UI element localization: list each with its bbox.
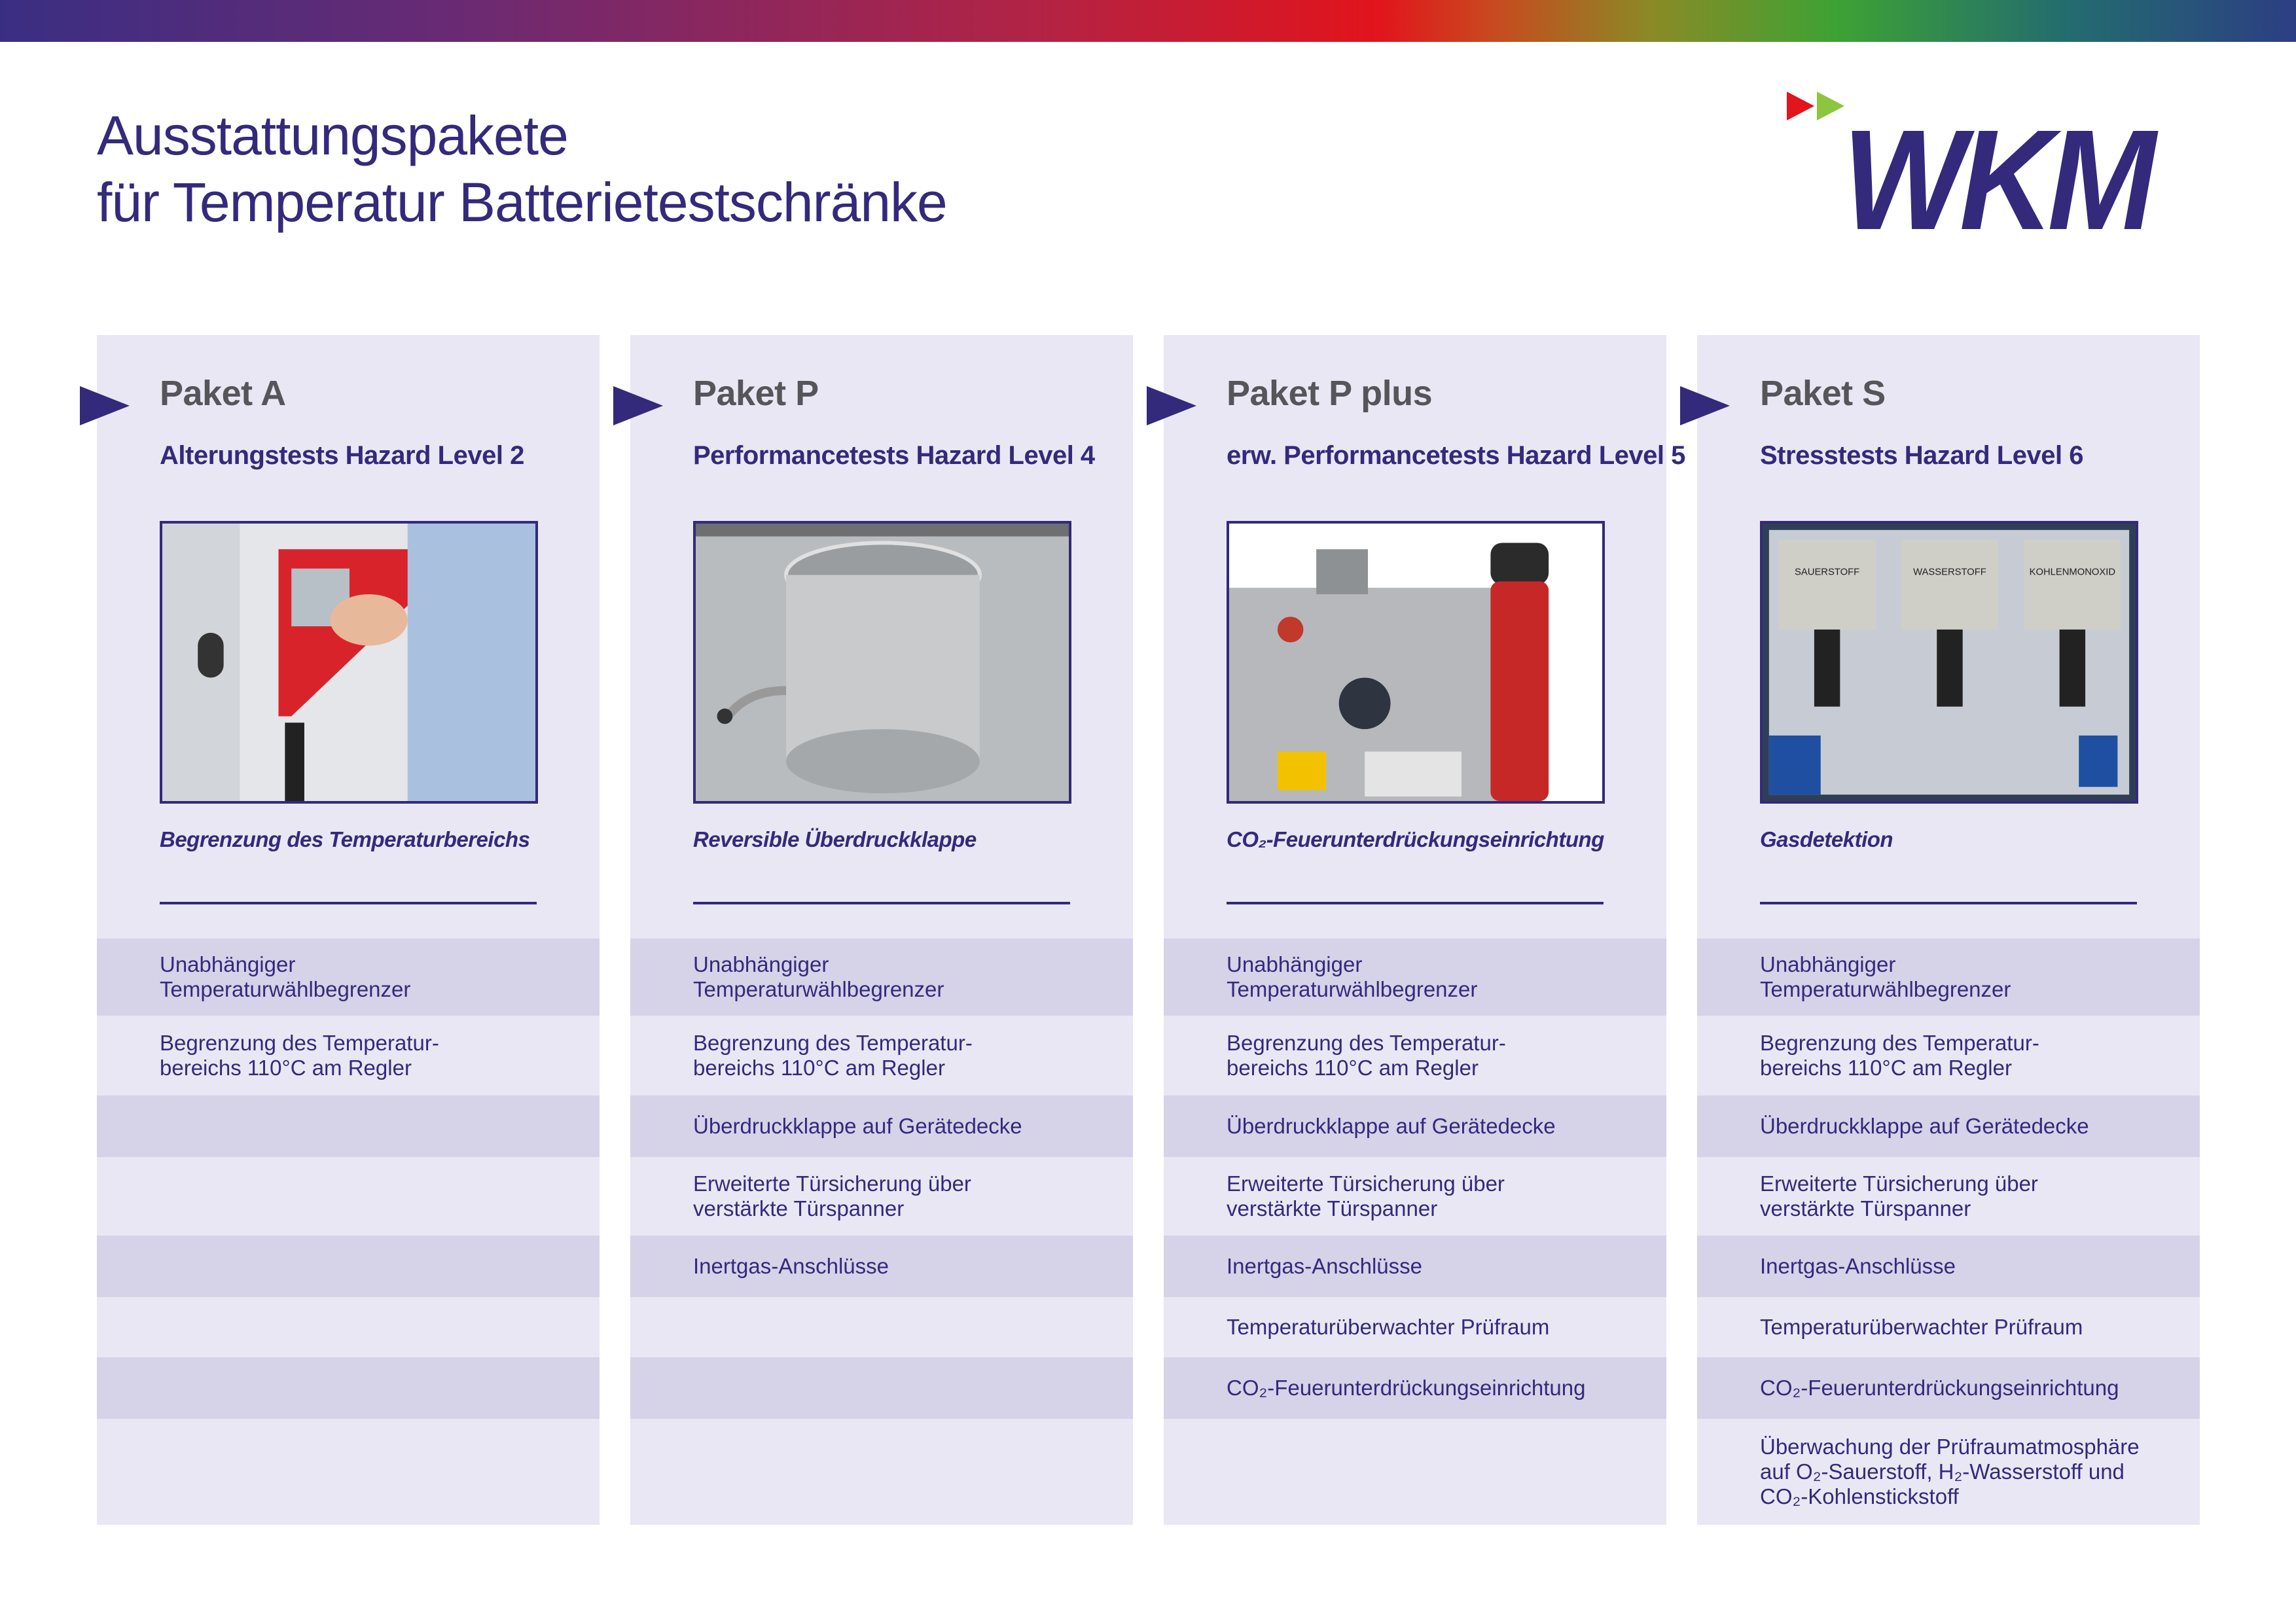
- triangle-arrow-icon: [1147, 377, 1196, 435]
- feature-row: Unabhängiger Temperaturwählbegrenzer: [630, 938, 1133, 1016]
- feature-row: [97, 1357, 600, 1419]
- feature-row: [97, 1096, 600, 1157]
- feature-list: [97, 938, 600, 1525]
- package-name: Paket P: [693, 374, 819, 413]
- feature-row: [97, 1297, 600, 1357]
- divider: [160, 902, 537, 904]
- feature-row: [630, 1357, 1133, 1419]
- feature-row: Unabhängiger Temperaturwählbegrenzer: [1697, 938, 2200, 1016]
- package-column-a: [97, 335, 600, 1525]
- feature-list: [1164, 938, 1666, 1525]
- feature-row: Überdruckklappe auf Gerätedecke: [1697, 1096, 2200, 1157]
- climate-chamber-photo: [160, 521, 538, 804]
- feature-row: [97, 1419, 600, 1525]
- feature-row: Überdruckklappe auf Gerätedecke: [630, 1096, 1133, 1157]
- triangle-arrow-icon: [1680, 377, 1730, 435]
- feature-row: Überwachung der Prüfraumatmosphäre auf O₂-Sauerstoff, H₂-Wasserstoff und CO₂-Kohlenstickstoff: [1760, 1435, 2140, 1508]
- package-image-caption: CO₂-Feuerunterdrückungseinrichtung: [1227, 827, 1604, 851]
- red-arrow-icon: [1787, 92, 1814, 120]
- package-name: Paket P plus: [1227, 374, 1433, 413]
- feature-row: Inertgas-Anschlüsse: [1164, 1236, 1666, 1297]
- feature-list: [1697, 938, 2200, 1525]
- feature-row: Inertgas-Anschlüsse: [630, 1236, 1133, 1297]
- package-name: Paket S: [1760, 374, 1886, 413]
- triangle-arrow-icon: [613, 377, 663, 435]
- feature-row: [1164, 1419, 1666, 1525]
- divider: [693, 902, 1070, 904]
- feature-row: Erweiterte Türsicherung über verstärkte Türspanner: [1227, 1171, 1505, 1221]
- package-subtitle: Alterungstests Hazard Level 2: [160, 441, 524, 470]
- feature-row: Inertgas-Anschlüsse: [1697, 1236, 2200, 1297]
- feature-row: CO₂-Feuerunterdrückungseinrichtung: [1164, 1357, 1666, 1419]
- sensor-label-co: KOHLENMONOXID: [2029, 567, 2116, 578]
- co2-fire-suppression-photo: [1227, 521, 1605, 804]
- package-subtitle: Stresstests Hazard Level 6: [1760, 441, 2083, 470]
- rainbow-top-bar: [0, 0, 2296, 42]
- feature-row: Unabhängiger Temperaturwählbegrenzer: [1164, 938, 1666, 1016]
- feature-row: Temperaturüberwachter Prüfraum: [1760, 1315, 2083, 1339]
- feature-row: Begrenzung des Temperatur- bereichs 110°C am Regler: [160, 1031, 439, 1080]
- feature-row: Überdruckklappe auf Gerätedecke: [1164, 1096, 1666, 1157]
- gas-detection-photo: [1760, 521, 2138, 804]
- package-column-s: [1697, 335, 2200, 1525]
- feature-row: Unabhängiger Temperaturwählbegrenzer: [97, 938, 600, 1016]
- feature-row: Temperaturüberwachter Prüfraum: [1227, 1315, 1550, 1339]
- feature-row: Begrenzung des Temperatur- bereichs 110°C am Regler: [1760, 1031, 2039, 1080]
- page-title-line-1: Ausstattungspakete: [97, 105, 568, 166]
- feature-row: [630, 1419, 1133, 1525]
- pressure-relief-flap-photo: [693, 521, 1071, 804]
- feature-row: Erweiterte Türsicherung über verstärkte Türspanner: [693, 1171, 971, 1221]
- package-column-p: [630, 335, 1133, 1525]
- feature-row: Begrenzung des Temperatur- bereichs 110°C am Regler: [1227, 1031, 1506, 1080]
- green-arrow-icon: [1817, 92, 1844, 120]
- divider: [1227, 902, 1604, 904]
- feature-row: [630, 1297, 1133, 1357]
- feature-list: [630, 938, 1133, 1525]
- feature-row: [97, 1157, 600, 1236]
- package-image-caption: Reversible Überdruckklappe: [693, 827, 977, 851]
- triangle-arrow-icon: [80, 377, 130, 435]
- package-column-p-plus: [1164, 335, 1685, 1525]
- package-subtitle: Performancetests Hazard Level 4: [693, 441, 1095, 470]
- feature-row: CO₂-Feuerunterdrückungseinrichtung: [1697, 1357, 2200, 1419]
- sensor-label-hydrogen: WASSERSTOFF: [1913, 567, 1986, 578]
- package-name: Paket A: [160, 374, 286, 413]
- package-subtitle: erw. Performancetests Hazard Level 5: [1227, 441, 1685, 470]
- feature-row: Begrenzung des Temperatur- bereichs 110°C am Regler: [693, 1031, 973, 1080]
- divider: [1760, 902, 2137, 904]
- feature-row: Erweiterte Türsicherung über verstärkte Türspanner: [1760, 1171, 2038, 1221]
- package-image-caption: Begrenzung des Temperaturbereichs: [160, 827, 530, 851]
- wkm-logo: [1787, 92, 2206, 236]
- feature-row: [97, 1236, 600, 1297]
- sensor-label-oxygen: SAUERSTOFF: [1795, 567, 1860, 578]
- page-title-line-2: für Temperatur Batterietestschränke: [97, 171, 947, 233]
- page-title: [97, 102, 947, 236]
- package-image-caption: Gasdetektion: [1760, 827, 1893, 851]
- logo-wordmark: WKM: [1842, 101, 2159, 236]
